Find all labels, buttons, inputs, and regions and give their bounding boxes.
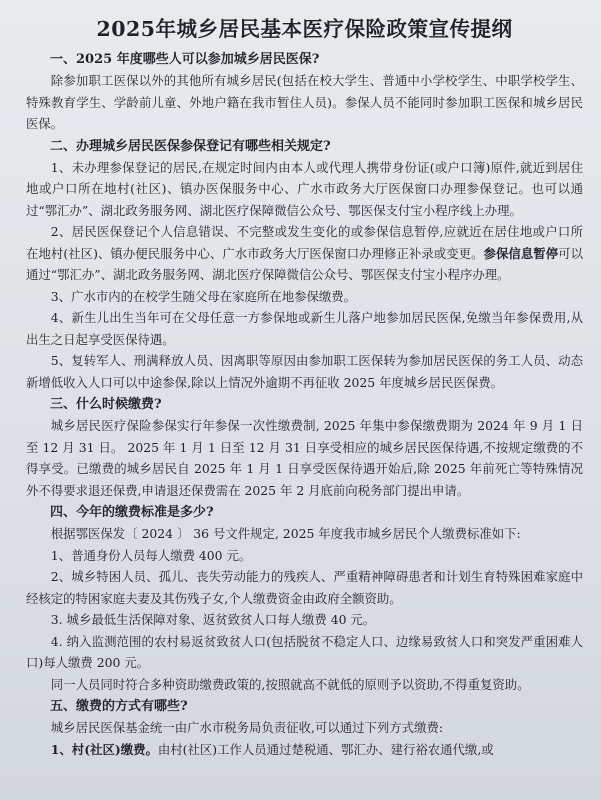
section-4-item-4: 4. 纳入监测范围的农村易返贫致贫人口(包括脱贫不稳定人口、边缘易致贫人口和突发严重困难人口)每人缴费 200 元。 — [26, 633, 583, 670]
section-4-heading: 四、今年的缴费标准是多少? — [50, 505, 214, 520]
section-4-item-1: 1、普通身份人员每人缴费 400 元。 — [50, 547, 252, 563]
section-2-item-2-bold: 参保信息暂停 — [483, 245, 559, 261]
section-4-note: 同一人员同时符合多种资助缴费政策的,按照就高不就低的原则予以资助,不得重复资助。 — [50, 676, 530, 692]
section-2-item-2-text-a: 2、居民医保登记个人信息错误、不完整或发生变化的或参保信息暂停,应就近在居住地或户口所在地村(社区)、镇办便民服务中心、广水市政务大厅医保窗口办理修正补录或变更。 — [26, 224, 583, 261]
section-2-item-5: 5、复转军人、刑满释放人员、因离职等原因由参加职工医保转为参加居民医保的务工人员、动态新增低收入人口可以中途参保,除以上情况外逾期不再征收 2025 年度城乡居民医保费。 — [26, 353, 583, 390]
section-2-heading: 二、办理城乡居民医保参保登记有哪些相关规定? — [50, 138, 331, 154]
section-5-item-1-text: 由村(社区)工作人员通过楚税通、鄂汇办、建行裕农通代缴,或 — [157, 741, 494, 757]
section-3-heading: 三、什么时候缴费? — [50, 397, 162, 412]
section-5-item-1 — [26, 739, 583, 761]
section-4-item-2: 2、城乡特困人员、孤儿、丧失劳动能力的残疾人、严重精神障碍患者和计划生育特殊困难家庭中经核定的特困家庭夫妻及其伤残子女,个人缴费资金由政府全额资助。 — [26, 569, 583, 606]
section-1-paragraph: 除参加职工医保以外的其他所有城乡居民(包括在校大学生、普通中小学校学生、中职学校学生、特殊教育学生、学龄前儿童、外地户籍在我市暂住人员)。参保人员不能同时参加职工医保和城乡居民医保。 — [26, 73, 583, 131]
section-2-item-1: 1、未办理参保登记的居民,在规定时间内由本人或代理人携带身份证(或户口簿)原件,就近到居住地或户口所在地村(社区)、镇办医保服务中心、广水市政务大厅医保窗口办理参保登记。也可以通过“鄂汇办”、湖北政务服务网、湖北医疗保障微信公众号、鄂医保支付宝小程序线上办理。 — [26, 159, 583, 218]
section-1-heading: 一、2025 年度哪些人可以参加城乡居民医保? — [50, 52, 320, 67]
section-2-item-2 — [26, 221, 583, 286]
section-2-item-4: 4、新生儿出生当年可在父母任意一方参保地或新生儿落户地参加居民医保,免缴当年参保费用,从出生之日起享受医保待遇。 — [26, 310, 583, 347]
section-5-item-1-bold: 1、村(社区)缴费。 — [50, 741, 158, 757]
section-5-heading: 五、缴费的方式有哪些? — [50, 699, 188, 714]
section-4-intro: 根据鄂医保发〔 2024 〕 36 号文件规定, 2025 年度我市城乡居民个人缴费标准如下: — [50, 526, 521, 541]
section-4-item-3: 3. 城乡最低生活保障对象、返贫致贫人口每人缴费 40 元。 — [50, 612, 376, 627]
section-5-intro: 城乡居民医保基金统一由广水市税务局负责征收,可以通过下列方式缴费: — [50, 720, 444, 735]
section-2-item-3: 3、广水市内的在校学生随父母在家庭所在地参保缴费。 — [50, 288, 357, 304]
section-3-paragraph: 城乡居民医疗保险参保实行年参保一次性缴费制, 2025 年集中参保缴费期为 2024 年 9 月 1 日至 12 月 31 日。 2025 年 1 月 1 日至 12 月 31 日享受相应的城乡居民医保待遇,不按规定缴费的不得享受。已缴费的城乡居民自 2025 年 1 月 1 日享受医保待遇开始后,除 2025 年前死亡等特殊情况外不得要求退还保费,申请退还保费需在 2025 年 2 月底前向税务部门提出申请。 — [26, 418, 583, 498]
section-2-item-2-text-b: 可以通过“鄂汇办”、湖北政务服务网、湖北医疗保障微信公众号、鄂医保支付宝小程序办理。 — [26, 245, 584, 282]
document-title: 2025年城乡居民基本医疗保险政策宣传提纲 — [96, 17, 513, 41]
